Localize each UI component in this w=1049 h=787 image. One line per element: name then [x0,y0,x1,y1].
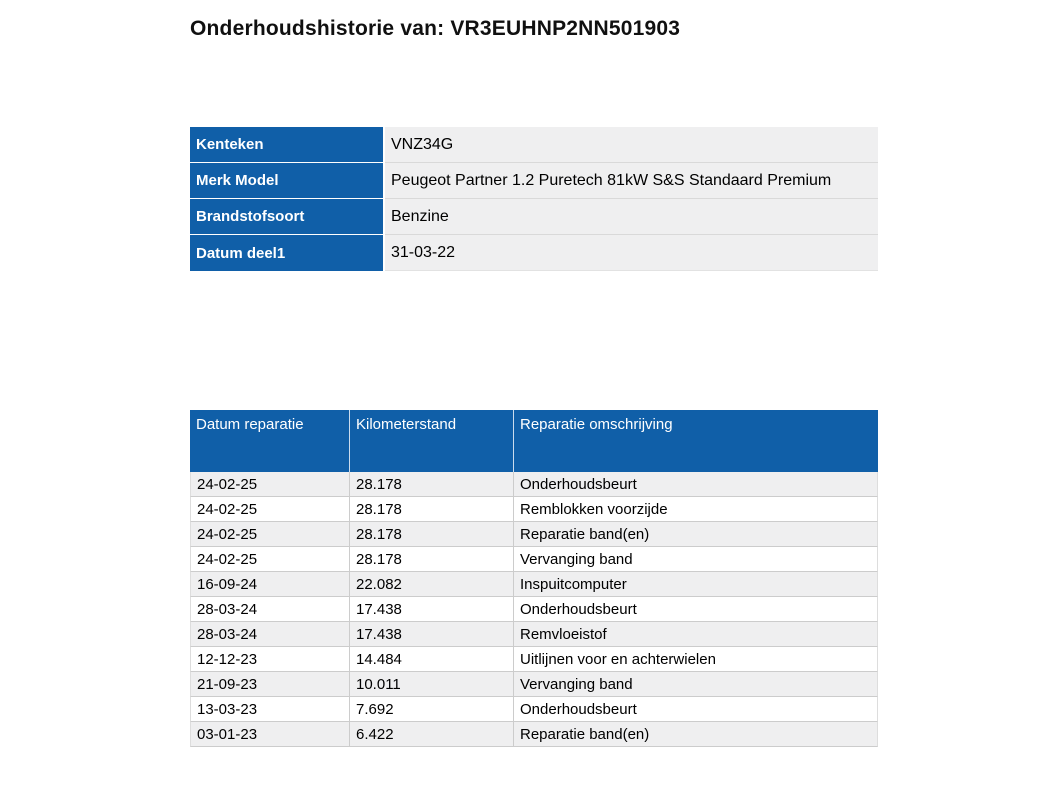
history-cell-datum: 21-09-23 [190,672,349,697]
page-title: Onderhoudshistorie van: VR3EUHNP2NN501903 [190,17,681,40]
history-cell-omschrijving: Uitlijnen voor en achterwielen [513,647,878,672]
info-row [190,199,878,235]
info-row-label: Datum deel1 [190,235,385,271]
history-cell-kilometerstand: 28.178 [349,522,513,547]
info-row-label: Kenteken [190,127,385,163]
history-cell-kilometerstand: 17.438 [349,597,513,622]
history-cell-datum: 24-02-25 [190,522,349,547]
history-cell-datum: 24-02-25 [190,547,349,572]
history-cell-kilometerstand: 6.422 [349,722,513,747]
column-header-reparatie-omschrijving: Reparatie omschrijving [513,410,878,472]
history-cell-datum: 24-02-25 [190,472,349,497]
history-row [190,647,878,672]
history-row [190,572,878,597]
info-row-value: Peugeot Partner 1.2 Puretech 81kW S&S Standaard Premium [385,163,878,199]
history-cell-kilometerstand: 14.484 [349,647,513,672]
history-row [190,672,878,697]
history-header-row [190,410,878,472]
history-row [190,547,878,572]
info-row-label: Merk Model [190,163,385,199]
history-cell-kilometerstand: 10.011 [349,672,513,697]
history-cell-kilometerstand: 28.178 [349,547,513,572]
history-cell-datum: 03-01-23 [190,722,349,747]
history-cell-omschrijving: Onderhoudsbeurt [513,597,878,622]
history-cell-omschrijving: Reparatie band(en) [513,722,878,747]
history-cell-kilometerstand: 17.438 [349,622,513,647]
info-row [190,235,878,271]
history-cell-omschrijving: Onderhoudsbeurt [513,697,878,722]
info-row-value: VNZ34G [385,127,878,163]
history-cell-datum: 13-03-23 [190,697,349,722]
history-cell-omschrijving: Remvloeistof [513,622,878,647]
history-cell-datum: 12-12-23 [190,647,349,672]
history-cell-datum: 28-03-24 [190,597,349,622]
history-row [190,522,878,547]
history-row [190,597,878,622]
history-cell-omschrijving: Reparatie band(en) [513,522,878,547]
history-row [190,722,878,747]
history-row [190,697,878,722]
info-row [190,127,878,163]
info-row [190,163,878,199]
history-cell-omschrijving: Inspuitcomputer [513,572,878,597]
info-row-value: 31-03-22 [385,235,878,271]
history-cell-kilometerstand: 28.178 [349,472,513,497]
column-header-kilometerstand: Kilometerstand [349,410,513,472]
history-row [190,622,878,647]
history-cell-omschrijving: Remblokken voorzijde [513,497,878,522]
vehicle-info-table [190,127,878,271]
history-cell-omschrijving: Vervanging band [513,547,878,572]
history-cell-kilometerstand: 22.082 [349,572,513,597]
history-cell-kilometerstand: 7.692 [349,697,513,722]
repair-history-table [190,410,878,747]
history-cell-omschrijving: Vervanging band [513,672,878,697]
history-cell-datum: 24-02-25 [190,497,349,522]
history-row [190,472,878,497]
info-row-value: Benzine [385,199,878,235]
history-cell-omschrijving: Onderhoudsbeurt [513,472,878,497]
history-cell-datum: 16-09-24 [190,572,349,597]
history-cell-datum: 28-03-24 [190,622,349,647]
column-header-datum-reparatie: Datum reparatie [190,410,349,472]
history-row [190,497,878,522]
history-cell-kilometerstand: 28.178 [349,497,513,522]
info-row-label: Brandstofsoort [190,199,385,235]
